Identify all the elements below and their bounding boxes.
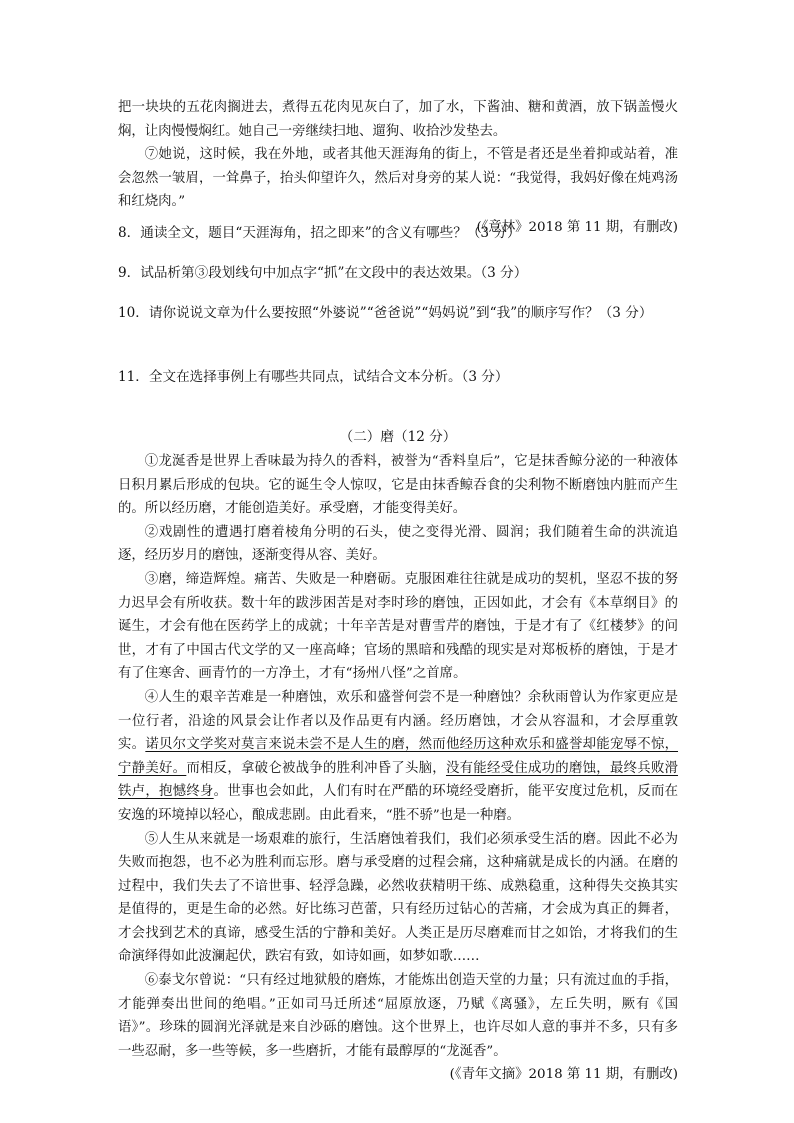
source-citation-2: (《青年文摘》2018 第 11 期，有删改)	[449, 1067, 678, 1083]
underlined-sentence: 诺贝尔文学奖对莫言来说未尝不是人生的磨，然而他经历这种欢乐和盛誉却能宠辱不惊，宁静美好。	[118, 737, 679, 776]
passage-one-ending	[118, 96, 678, 240]
paragraph-5: ⑤人生从来就是一场艰难的旅行，生活磨蚀着我们，我们必须承受生活的磨。因此不必为失败而抱怨，也不必为胜利而忘形。磨与承受磨的过程会痛，这种痛就是成长的内涵。在磨的过程中，我们失去了不谙世事、轻浮急躁，必然收获精明干练、成熟稳重，这种得失交换其实是值得的，更是生命的必然。好比练习芭蕾，只有经历过钻心的苦痛，才会成为真正的舞者，才会找到艺术的真谛，感受生活的宁静和美好。人类正是历尽磨难而甘之如饴，才将我们的生命演绎得如此波澜起伏，跌宕有致，如诗如画，如梦如歌……	[118, 831, 678, 965]
paragraph-6: ⑥泰戈尔曾说：“只有经过地狱般的磨炼，才能炼出创造天堂的力量；只有流过血的手指，才能弹奏出世间的绝唱。”正如司马迁所述“屈原放逐，乃赋《离骚》，左丘失明，厥有《国语》”。珍珠的圆润光泽就是来自沙砾的磨蚀。这个世界上，也许尽如人意的事并不多，只有多一些忍耐，多一些等候，多一些磨折，才能有最醇厚的“龙涎香”。	[118, 973, 678, 1059]
paragraph-2: ②戏剧性的遭遇打磨着棱角分明的石头，使之变得光滑、圆润；我们随着生命的洪流追逐，经历岁月的磨蚀，逐渐变得从容、美好。	[118, 524, 678, 564]
paragraph-7: ⑦她说，这时候，我在外地，或者其他天涯海角的街上，不管是者还是坐着抑或站着，准会忽然一皱眉，一耸鼻子，抬头仰望许久，然后对身旁的某人说：“我觉得，我妈好像在炖鸡汤和红烧肉。”	[118, 147, 678, 210]
paragraph-1: ①龙涎香是世界上香味最为持久的香料，被誉为“香料皇后”，它是抹香鲸分泌的一种液体日积月累后形成的包块。它的诞生令人惊叹，它是由抹香鲸吞食的尖利物不断磨蚀内脏而产生的。所以经历磨，才能创造美好。承受磨，才能变得美好。	[118, 454, 678, 517]
source-citation: (《意林》2018 第 11 期，有删改)	[476, 219, 678, 235]
paragraph-3: ③磨，缔造辉煌。痛苦、失败是一种磨砺。克服困难往往就是成功的契机，坚忍不拔的努力迟早会有所收获。数十年的跋涉困苦是对李时珍的磨蚀，正因如此，才会有《本草纲目》的诞生，才会有他在医药学上的成就；十年辛苦是对曹雪芹的磨蚀，于是才有了《红楼梦》的问世，才有了中国古代文学的又一座高峰；官场的黑暗和残酷的现实是对郑板桥的磨蚀，于是才有了住寒舍、画青竹的一方净土，才有“扬州八怪”之首席。	[118, 571, 678, 682]
question-10: 10．请你说说文章为什么要按照“外婆说”“爸爸说”“妈妈说”到“我”的顺序写作？（3 分）	[118, 305, 653, 321]
paragraph-4: ④人生的艰辛苦难是一种磨蚀，欢乐和盛誉何尝不是一种磨蚀？余秋雨曾认为作家更应是一位行者，沿途的风景会让作者以及作品更有内涵。经历磨蚀，才会从容温和，才会厚重敦实。诺贝尔文学奖对莫言来说未尝不是人生的磨，然而他经历这种欢乐和盛誉却能宠辱不惊，宁静美好。而相反，拿破仑被战争的胜利冲昏了头脑，没有能经受住成功的磨蚀，最终兵败滑铁卢，抱憾终身。世事也会如此，人们有时在严酷的环境经受磨折，能平安度过危机，反而在安逸的环境掉以轻心，酿成悲剧。由此看来，“胜不骄”也是一种磨。	[118, 689, 679, 823]
question-9: 9．试品析第③段划线句中加点字“抓”在文段中的表达效果。（3 分）	[118, 265, 528, 281]
paragraph-continued: 把一块块的五花肉搁进去，煮得五花肉见灰白了，加了水，下酱油、糖和黄酒，放下锅盖慢火焖，让肉慢慢焖红。她自己一旁继续扫地、遛狗、收拾沙发垫去。	[118, 100, 678, 139]
underlined-sentence-2: 没有能经受住成功的磨蚀，最终兵败滑铁卢，抱憾终身	[118, 760, 679, 800]
question-11: 11．全文在选择事例上有哪些共同点，试结合文本分析。（3 分）	[118, 369, 509, 385]
question-8: 8．通读全文，题目“天涯海角，招之即来”的含义有哪些？（3 分）	[118, 225, 521, 241]
section-two-title: （二）磨（12 分）	[339, 429, 457, 445]
passage-two	[118, 450, 678, 1087]
